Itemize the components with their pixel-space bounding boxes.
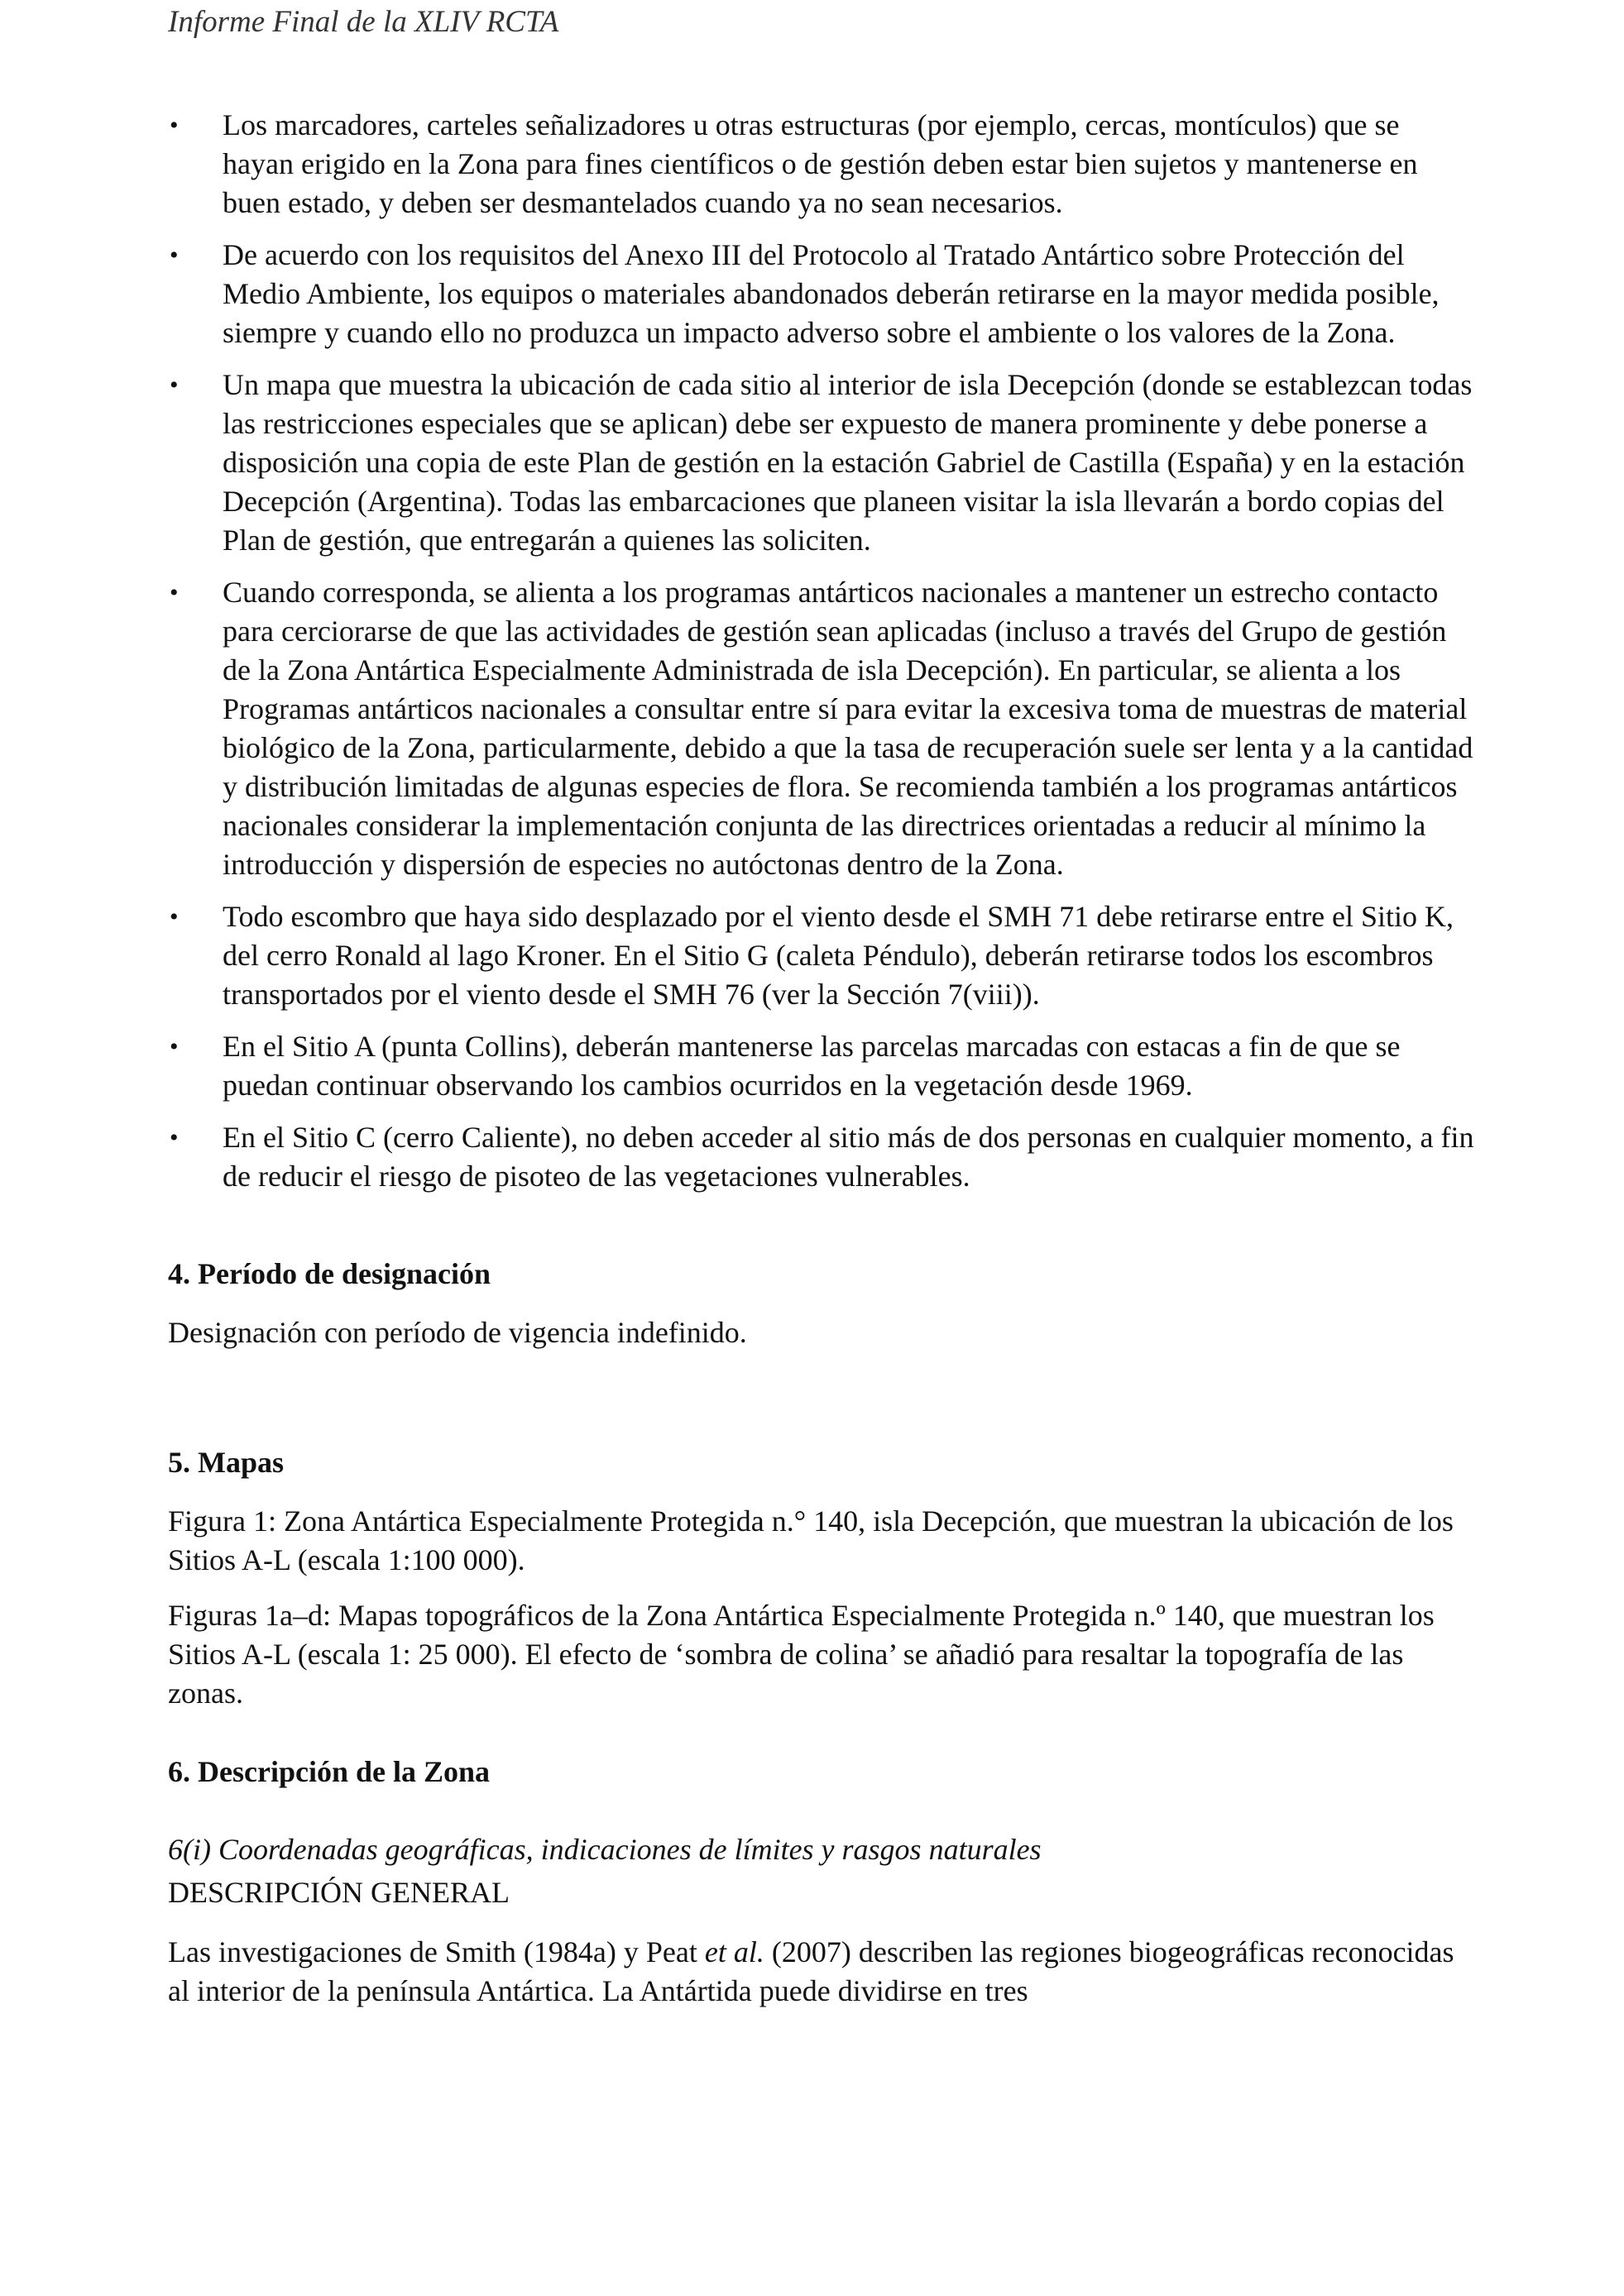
page-content <box>168 106 1475 2011</box>
management-bullet-list <box>168 106 1475 1196</box>
list-item-text: Cuando corresponda, se alienta a los programas antárticos nacionales a mantener un estrecho contacto para cerciorarse de que las actividades de gestión sean aplicadas (incluso a través del Grupo de gestión de la Zona Antártica Especialmente Administrada de isla Decepción). En particular, se alienta a los Programas antárticos nacionales a consultar entre sí para evitar la excesiva toma de muestras de material biológico de la Zona, particularmente, debido a que la tasa de recuperación suele ser lenta y a la cantidad y distribución limitadas de algunas especies de flora. Se recomienda también a los programas antárticos nacionales considerar la implementación conjunta de las directrices orientadas a reducir al mínimo la introducción y dispersión de especies no autóctonas dentro de la Zona. <box>223 576 1473 881</box>
paragraph-text-italic: et al. <box>704 1935 764 1968</box>
general-description-label: DESCRIPCIÓN GENERAL <box>168 1876 510 1909</box>
list-item <box>168 236 1475 352</box>
bullet-icon: • <box>170 579 179 606</box>
list-item-text: Todo escombro que haya sido desplazado por el viento desde el SMH 71 debe retirarse entre el Sitio K, del cerro Ronald al lago Kroner. En el Sitio G (caleta Péndulo), deberán retirarse todos los escombros transportados por el viento desde el SMH 76 (ver la Sección 7(viii)). <box>223 900 1454 1011</box>
list-item-text: Los marcadores, carteles señalizadores u otras estructuras (por ejemplo, cercas, montículos) que se hayan erigido en la Zona para fines científicos o de gestión deben estar bien sujetos y mantenerse en buen estado, y deben ser desmantelados cuando ya no sean necesarios. <box>223 108 1418 219</box>
figures-1a-d-caption: Figuras 1a–d: Mapas topográficos de la Zona Antártica Especialmente Protegida n.º 140, que muestran los Sitios A-L (escala 1: 25 000). El efecto de ‘sombra de colina’ se añadió para resaltar la topografía de las zonas. <box>168 1599 1435 1710</box>
general-description-paragraph <box>168 1933 1475 2011</box>
paragraph-text-part-1: Las investigaciones de Smith (1984a) y Peat <box>168 1935 705 1968</box>
section-5-heading: 5. Mapas <box>168 1446 285 1479</box>
section-4-text: Designación con período de vigencia indefinido. <box>168 1316 747 1349</box>
list-item <box>168 897 1475 1014</box>
section-6-heading: 6. Descripción de la Zona <box>168 1755 491 1788</box>
bullet-icon: • <box>170 242 179 269</box>
section-4-heading: 4. Período de designación <box>168 1257 491 1290</box>
bullet-icon: • <box>170 112 179 139</box>
list-item-text: De acuerdo con los requisitos del Anexo III del Protocolo al Tratado Antártico sobre Protección del Medio Ambiente, los equipos o materiales abandonados deberán retirarse en la mayor medida posible, siempre y cuando ello no produzca un impacto adverso sobre el ambiente o los valores de la Zona. <box>223 238 1440 349</box>
list-item-text: En el Sitio C (cerro Caliente), no deben acceder al sitio más de dos personas en cualquier momento, a fin de reducir el riesgo de pisoteo de las vegetaciones vulnerables. <box>223 1121 1474 1193</box>
list-item <box>168 1118 1475 1196</box>
list-item <box>168 106 1475 222</box>
list-item <box>168 573 1475 884</box>
bullet-icon: • <box>170 1124 179 1151</box>
list-item-text: Un mapa que muestra la ubicación de cada sitio al interior de isla Decepción (donde se establezcan todas las restricciones especiales que se aplican) debe ser expuesto de manera prominente y debe ponerse a disposición una copia de este Plan de gestión en la estación Gabriel de Castilla (España) y en la estación Decepción (Argentina). Todas las embarcaciones que planeen visitar la isla llevarán a bordo copias del Plan de gestión, que entregarán a quienes las soliciten. <box>223 368 1473 557</box>
bullet-icon: • <box>170 1033 179 1060</box>
bullet-icon: • <box>170 903 179 930</box>
list-item-text: En el Sitio A (punta Collins), deberán mantenerse las parcelas marcadas con estacas a fin de que se puedan continuar observando los cambios ocurridos en la vegetación desde 1969. <box>223 1030 1401 1102</box>
list-item <box>168 366 1475 560</box>
paragraph-text-part-2: (2007) describen las regiones biogeográficas reconocidas al interior de la península Antártica. La Antártida puede dividirse en tres <box>168 1935 1454 2007</box>
subsection-6i-heading: 6(i) Coordenadas geográficas, indicaciones de límites y rasgos naturales <box>168 1833 1042 1866</box>
list-item <box>168 1027 1475 1105</box>
bullet-icon: • <box>170 371 179 399</box>
running-header: Informe Final de la XLIV RCTA <box>168 5 559 39</box>
figure-1-caption: Figura 1: Zona Antártica Especialmente Protegida n.° 140, isla Decepción, que muestran la ubicación de los Sitios A-L (escala 1:100 000). <box>168 1504 1454 1576</box>
